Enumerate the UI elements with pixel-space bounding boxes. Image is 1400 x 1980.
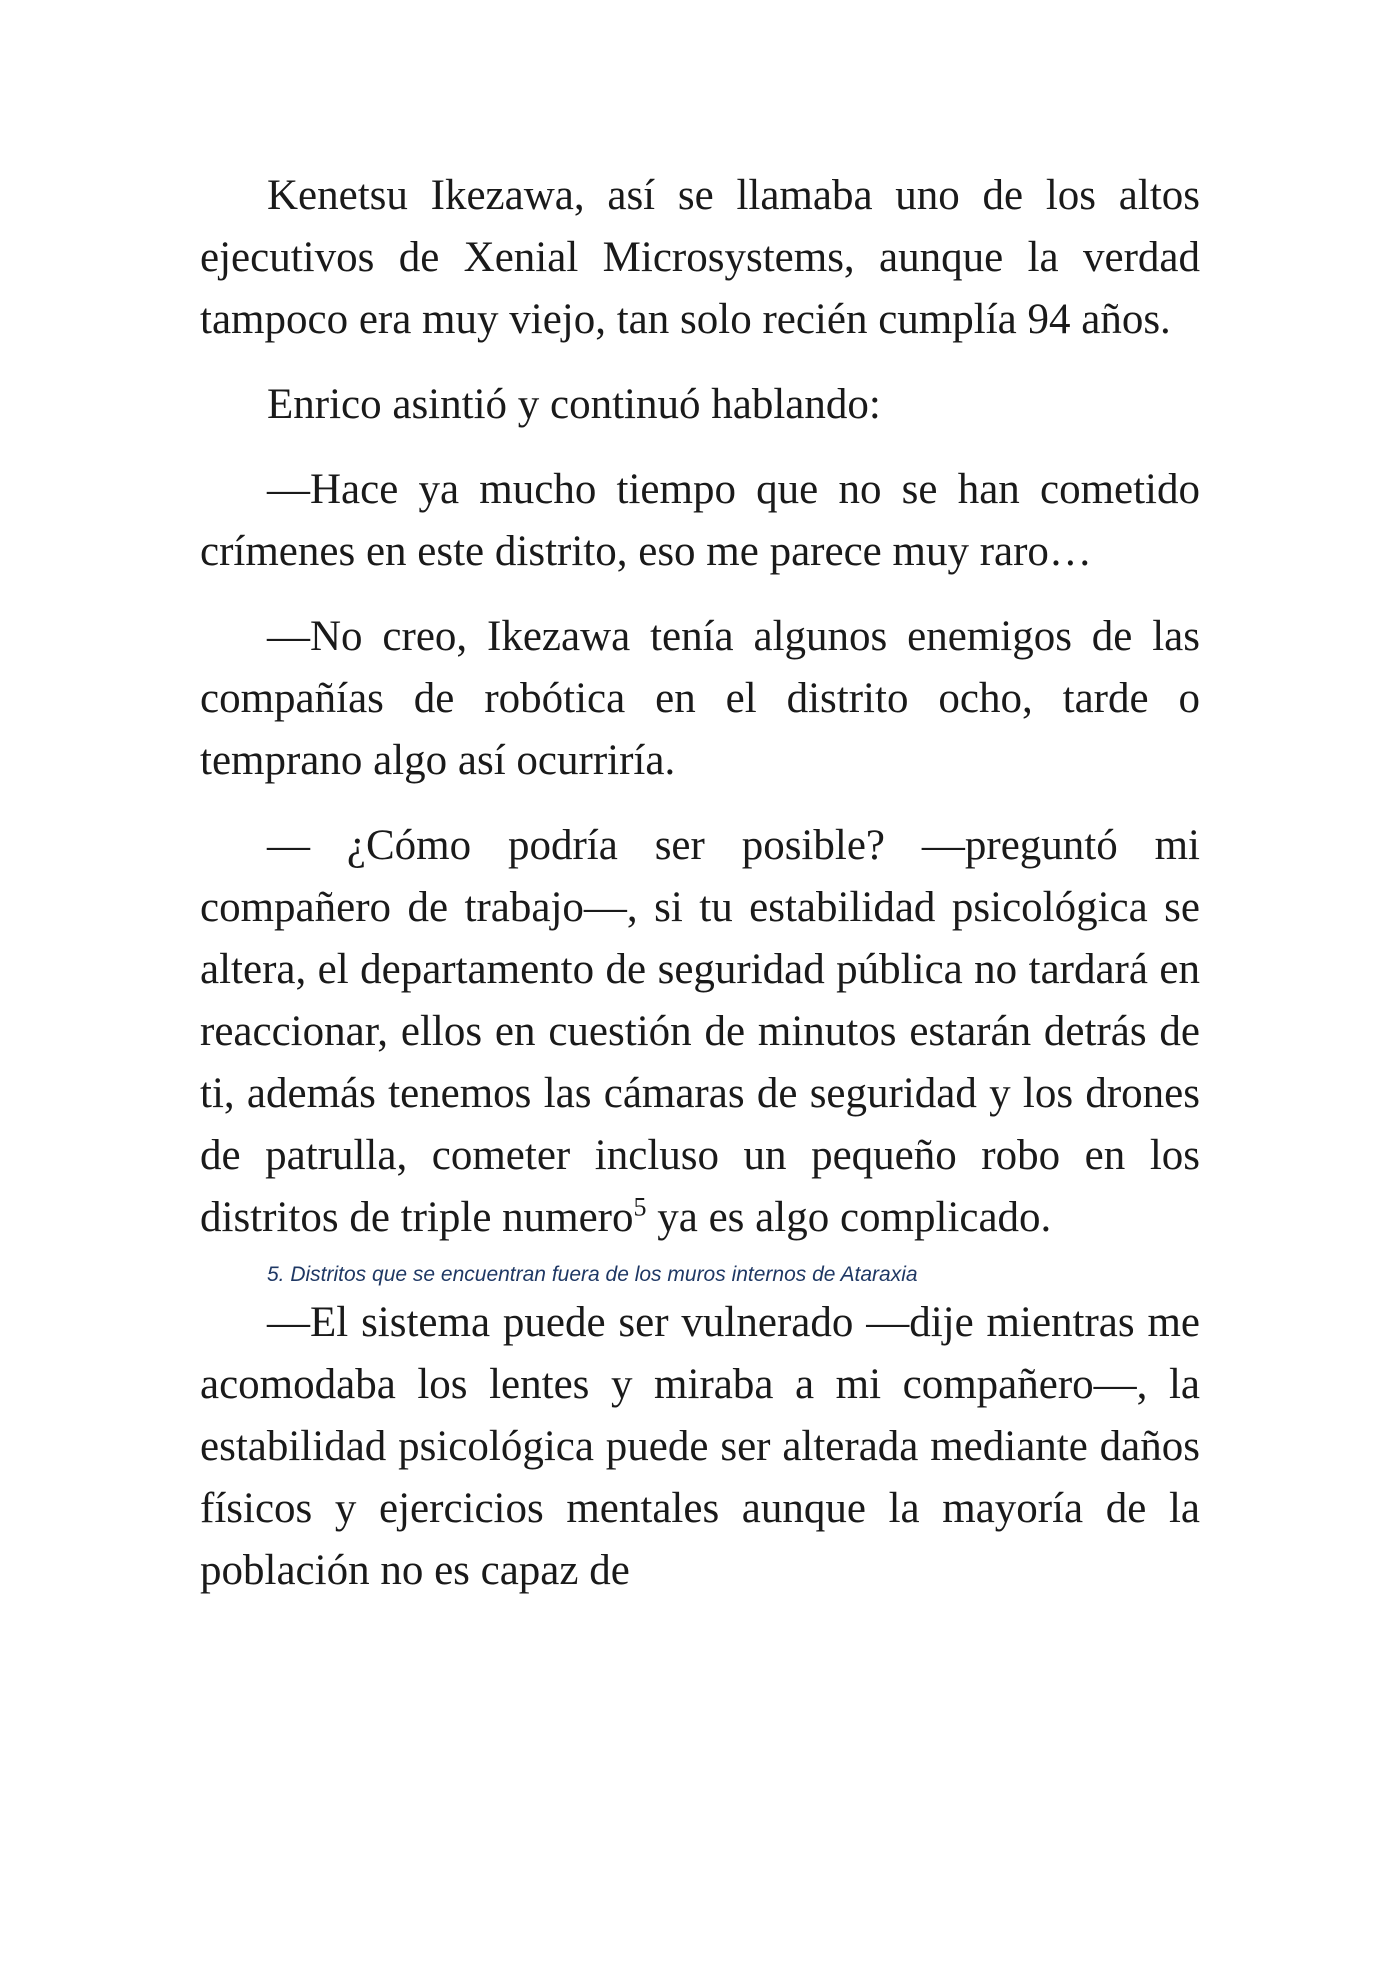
paragraph-enemies: —No creo, Ikezawa tenía algunos enemigos de las compañías de robótica en el distrito ocho, tarde o temprano algo así ocurriría. bbox=[200, 613, 1200, 784]
paragraph-crimes: —Hace ya mucho tiempo que no se han cometido crímenes en este distrito, eso me parece muy raro… bbox=[200, 466, 1200, 575]
paragraph-ikezawa: Kenetsu Ikezawa, así se llamaba uno de los altos ejecutivos de Xenial Microsystems, aunque la verdad tampoco era muy viejo, tan solo recién cumplía 94 años. bbox=[200, 172, 1200, 343]
book-page bbox=[200, 165, 1200, 1625]
paragraph-enrico: Enrico asintió y continuó hablando: bbox=[267, 381, 881, 428]
footnote-5: 5. Distritos que se encuentran fuera de los muros internos de Ataraxia bbox=[267, 1263, 918, 1286]
paragraph-possible-end: ya es algo complicado. bbox=[646, 1194, 1052, 1241]
paragraph-possible-text: — ¿Cómo podría ser posible? —preguntó mi compañero de trabajo—, si tu estabilidad psicológica se altera, el departamento de seguridad pública no tardará en reaccionar, ellos en cuestión de minutos estarán detrás de ti, además tenemos las cámaras de seguridad y los drones de patrulla, cometer incluso un pequeño robo en los distritos de triple numero bbox=[200, 822, 1200, 1241]
paragraph-system: —El sistema puede ser vulnerado —dije mientras me acomodaba los lentes y miraba a mi compañero—, la estabilidad psicológica puede ser alterada mediante daños físicos y ejercicios mentales aunque la mayoría de la población no es capaz de bbox=[200, 1299, 1200, 1594]
footnote-marker: 5 bbox=[633, 1192, 647, 1222]
paragraph-possible bbox=[200, 815, 1200, 1249]
